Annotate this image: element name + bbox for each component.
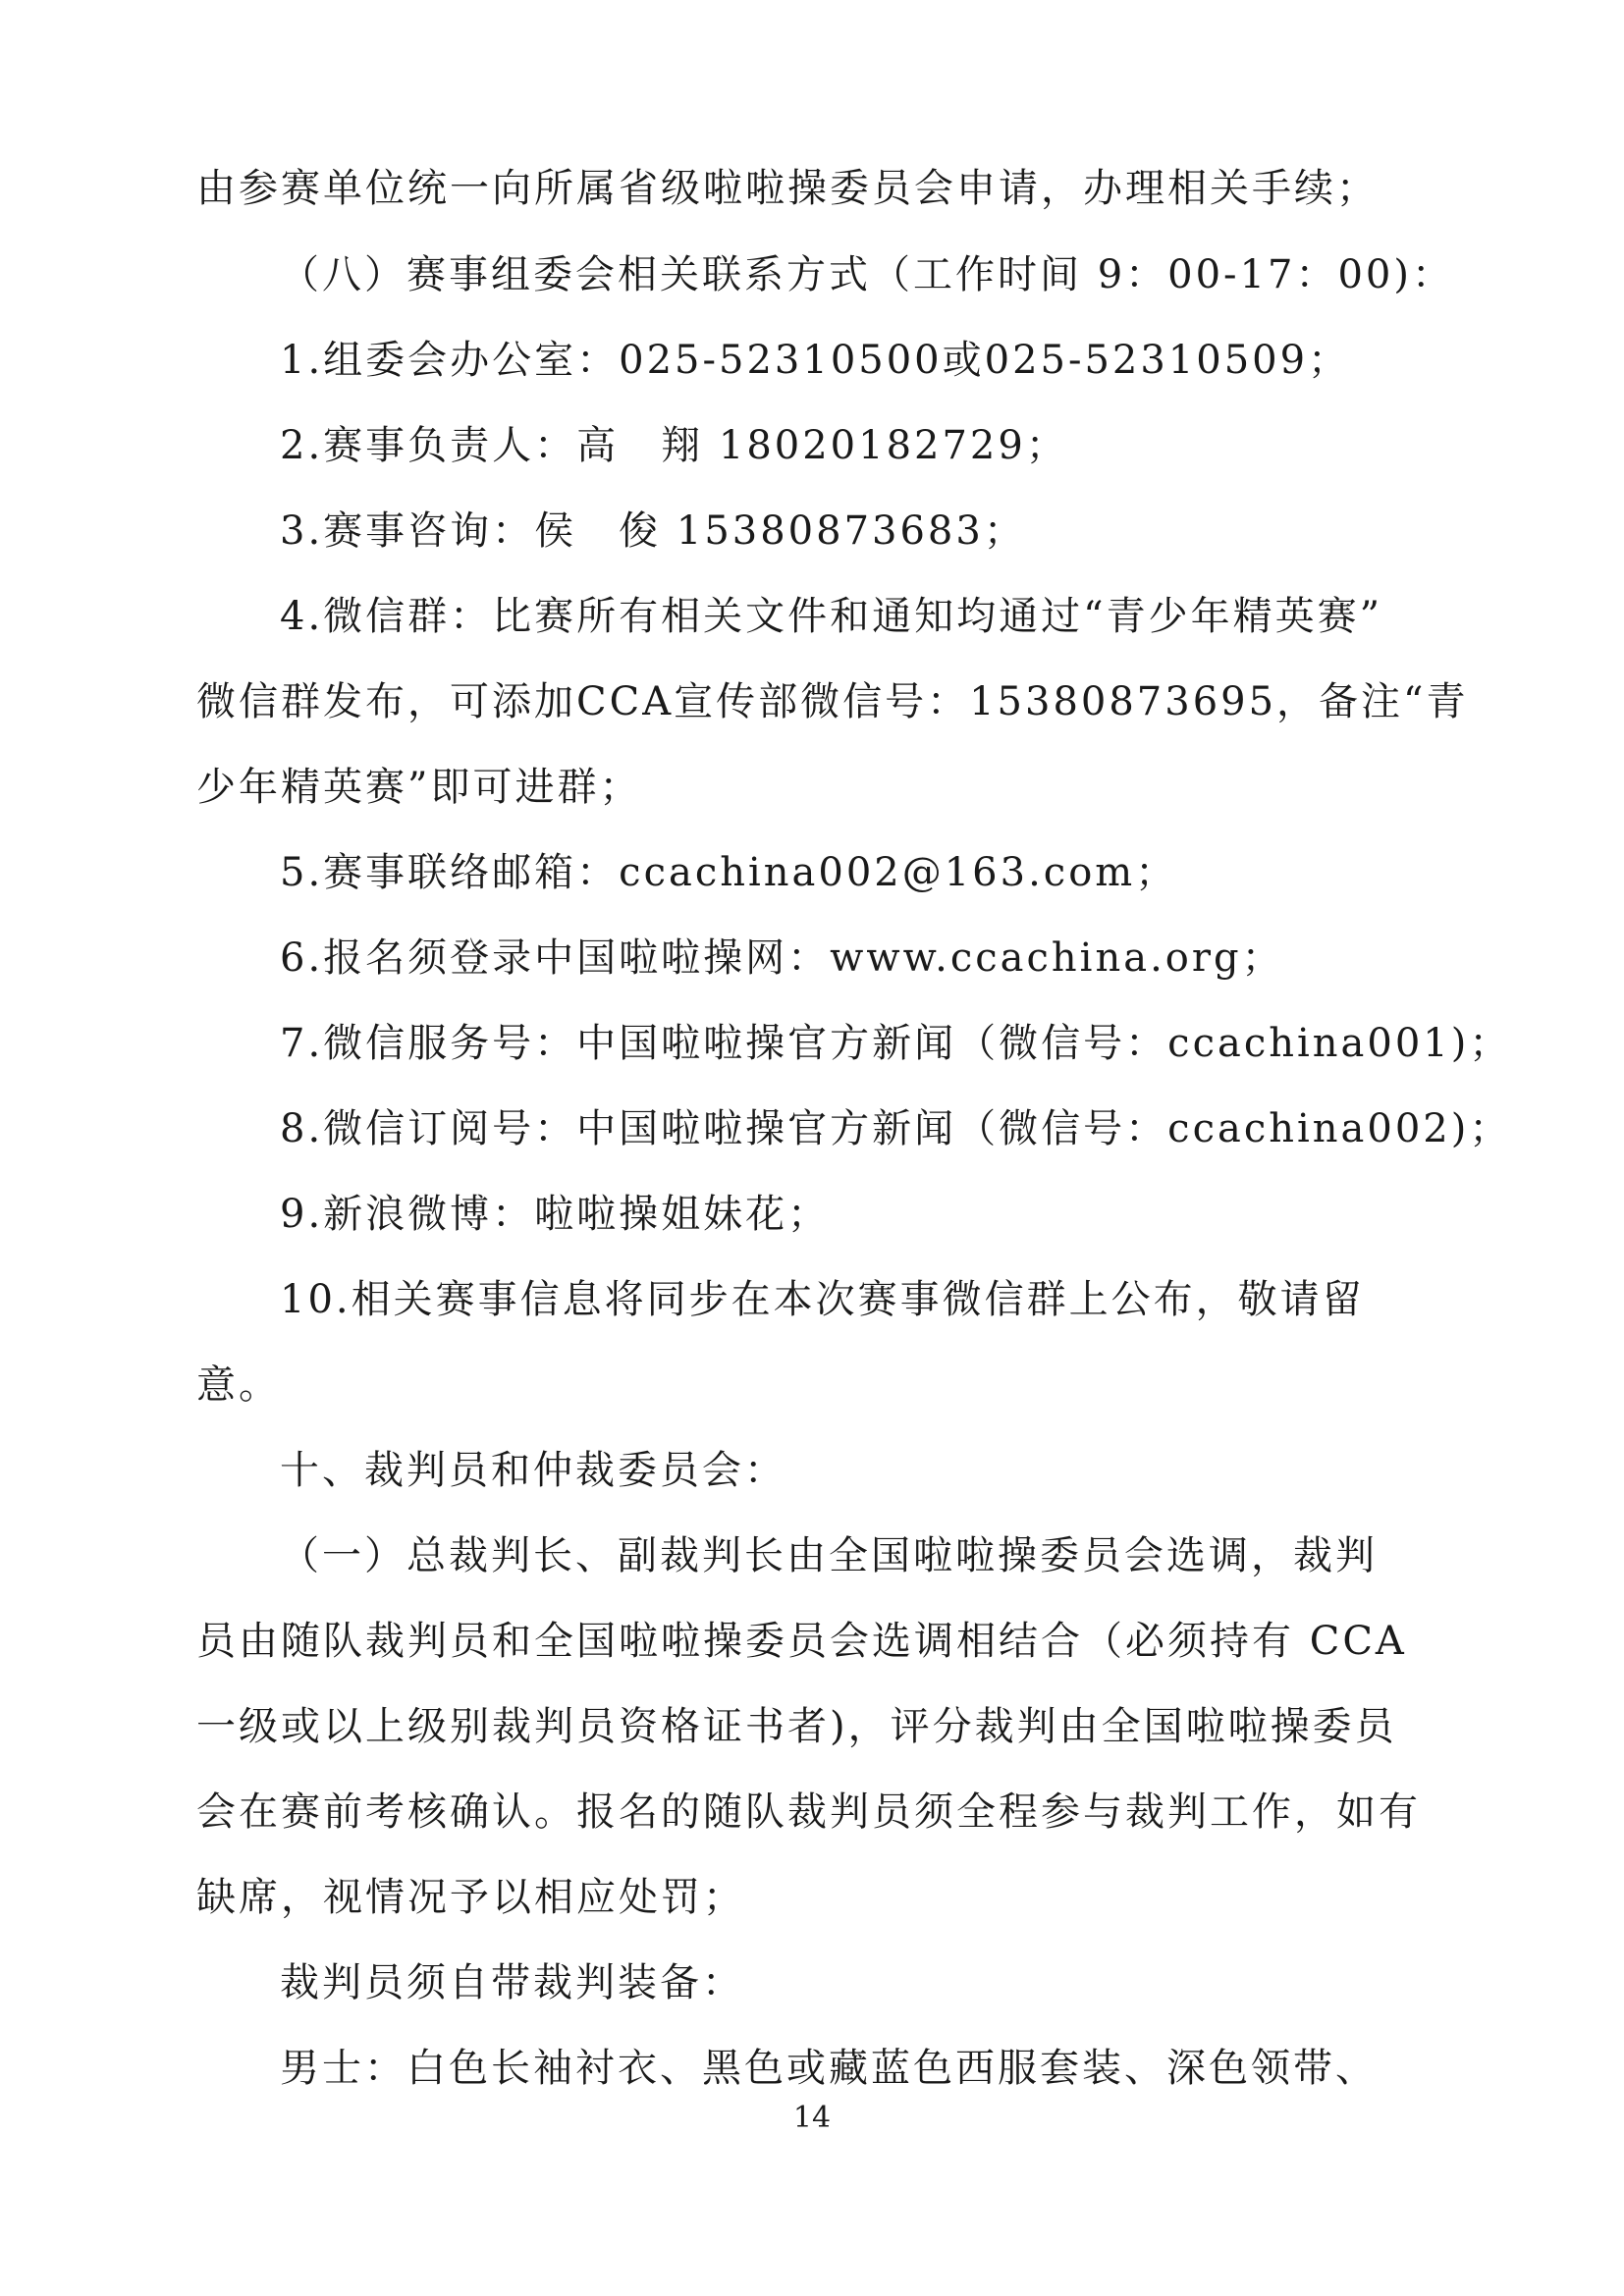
contact-info-notice: 10.相关赛事信息将同步在本次赛事微信群上公布，敬请留 [280, 1277, 1365, 1322]
contact-website: 6.报名须登录中国啦啦操网：www.ccachina.org； [280, 935, 1284, 981]
contact-wechat-group-cont-2: 少年精英赛”即可进群； [196, 765, 642, 810]
contact-wechat-service: 7.微信服务号：中国啦啦操官方新闻（微信号：ccachina001)； [280, 1021, 1512, 1066]
contact-email: 5.赛事联络邮箱：ccachina002@163.com； [280, 850, 1178, 895]
section-heading-referees: 十、裁判员和仲裁委员会： [280, 1448, 786, 1493]
contact-office-phone: 1.组委会办公室：025-52310500或025-52310509； [280, 338, 1351, 383]
contact-info-notice-cont: 意。 [196, 1362, 281, 1408]
contact-wechat-group: 4.微信群：比赛所有相关文件和通知均通过“青少年精英赛” [280, 594, 1383, 639]
contact-wechat-subscription: 8.微信订阅号：中国啦啦操官方新闻（微信号：ccachina002)； [280, 1106, 1512, 1151]
referee-paragraph-1-cont-4: 缺席，视情况予以相应处罚； [196, 1875, 745, 1920]
referee-paragraph-1-cont-2: 一级或以上级别裁判员资格证书者)，评分裁判由全国啦啦操委员 [196, 1704, 1397, 1749]
referee-paragraph-1: （一）总裁判长、副裁判长由全国啦啦操委员会选调，裁判 [280, 1533, 1378, 1578]
contact-wechat-group-cont-1: 微信群发布，可添加CCA宣传部微信号：15380873695，备注“青 [196, 679, 1469, 724]
contact-event-manager: 2.赛事负责人：高 翔 18020182729； [280, 423, 1068, 468]
referee-paragraph-1-cont-3: 会在赛前考核确认。报名的随队裁判员须全程参与裁判工作，如有 [196, 1789, 1421, 1835]
contact-heading: （八）赛事组委会相关联系方式（工作时间 9：00-17：00)： [280, 252, 1454, 297]
referee-equipment-heading: 裁判员须自带裁判装备： [280, 1960, 744, 2005]
contact-event-consulting: 3.赛事咨询：侯 俊 15380873683； [280, 508, 1026, 554]
referee-equipment-men: 男士：白色长袖衬衣、黑色或藏蓝色西服套装、深色领带、 [280, 2046, 1378, 2091]
text-line-1: 由参赛单位统一向所属省级啦啦操委员会申请，办理相关手续； [196, 166, 1379, 211]
contact-weibo: 9.新浪微博：啦啦操姐妹花； [280, 1192, 831, 1237]
referee-paragraph-1-cont-1: 员由随队裁判员和全国啦啦操委员会选调相结合（必须持有 CCA [196, 1619, 1407, 1664]
page-number: 14 [792, 2101, 832, 2135]
